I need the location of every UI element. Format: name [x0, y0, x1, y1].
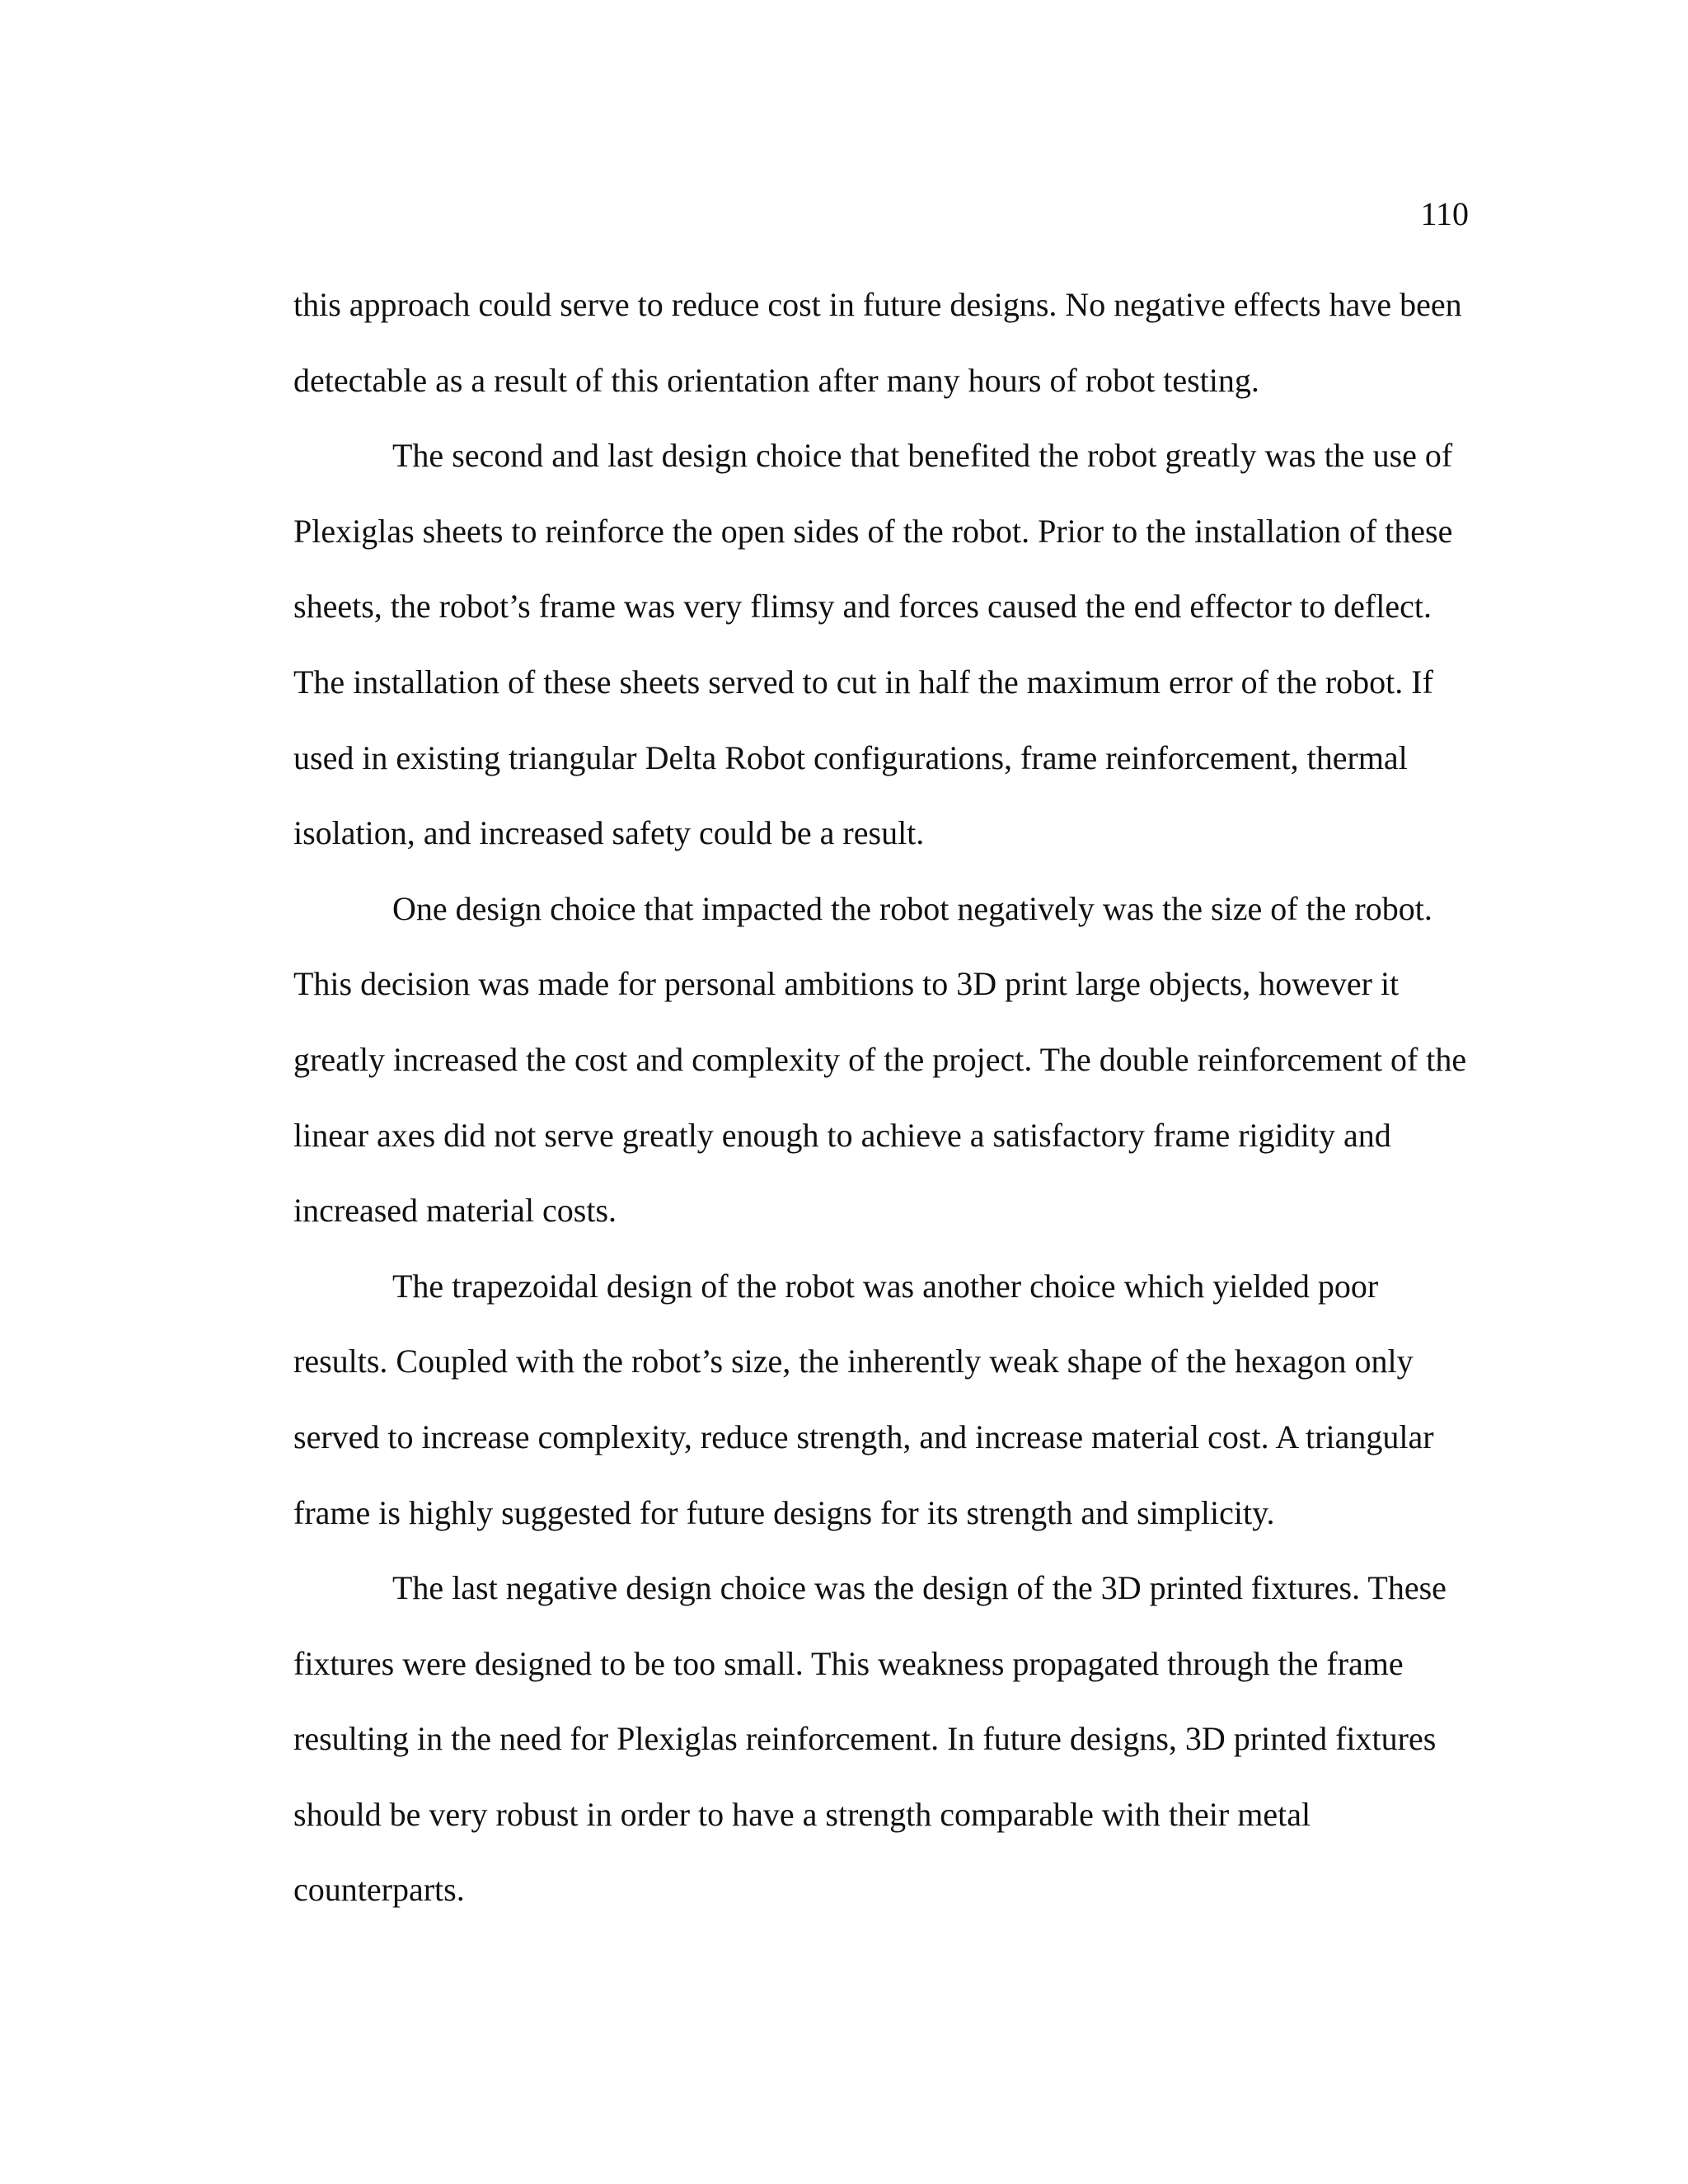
text-line: linear axes did not serve greatly enough to achieve a satisfactory frame rigidity and	[293, 1116, 1391, 1154]
text-line: This decision was made for personal ambitions to 3D print large objects, however it	[293, 965, 1400, 1003]
text-line: increased material costs.	[293, 1192, 617, 1230]
paragraph-1	[293, 267, 1480, 418]
text-line: used in existing triangular Delta Robot configurations, frame reinforcement, thermal	[293, 738, 1408, 776]
paragraph-4	[293, 1249, 1480, 1550]
text-line: served to increase complexity, reduce strength, and increase material cost. A triangular	[293, 1418, 1434, 1455]
paragraph-3	[293, 871, 1480, 1249]
page-number: 110	[1420, 195, 1469, 232]
text-line: Plexiglas sheets to reinforce the open sides of the robot. Prior to the installation of these	[293, 512, 1453, 550]
text-line: The installation of these sheets served to cut in half the maximum error of the robot. If	[293, 663, 1433, 701]
text-line: sheets, the robot’s frame was very flimsy and forces caused the end effector to deflect.	[293, 588, 1432, 626]
text-line: greatly increased the cost and complexity of the project. The double reinforcement of the	[293, 1040, 1467, 1078]
text-line: results. Coupled with the robot’s size, the inherently weak shape of the hexagon only	[293, 1343, 1414, 1380]
text-line: frame is highly suggested for future designs for its strength and simplicity.	[293, 1493, 1275, 1531]
text-line: fixtures were designed to be too small. This weakness propagated through the frame	[293, 1644, 1404, 1682]
text-line: isolation, and increased safety could be a result.	[293, 814, 925, 852]
paragraph-2	[293, 418, 1480, 871]
text-line: this approach could serve to reduce cost in future designs. No negative effects have been	[293, 286, 1462, 323]
text-line: counterparts.	[293, 1871, 465, 1909]
text-line: resulting in the need for Plexiglas reinforcement. In future designs, 3D printed fixtures	[293, 1720, 1437, 1758]
text-line: detectable as a result of this orientation after many hours of robot testing.	[293, 361, 1259, 399]
text-line: should be very robust in order to have a strength comparable with their metal	[293, 1795, 1311, 1833]
text-line: The last negative design choice was the design of the 3D printed fixtures. These	[392, 1569, 1447, 1607]
document-body	[293, 267, 1480, 1928]
text-line: The second and last design choice that benefited the robot greatly was the use of	[392, 437, 1453, 475]
text-line: The trapezoidal design of the robot was another choice which yielded poor	[392, 1267, 1379, 1305]
paragraph-5	[293, 1550, 1480, 1928]
text-line: One design choice that impacted the robot negatively was the size of the robot.	[392, 889, 1432, 927]
